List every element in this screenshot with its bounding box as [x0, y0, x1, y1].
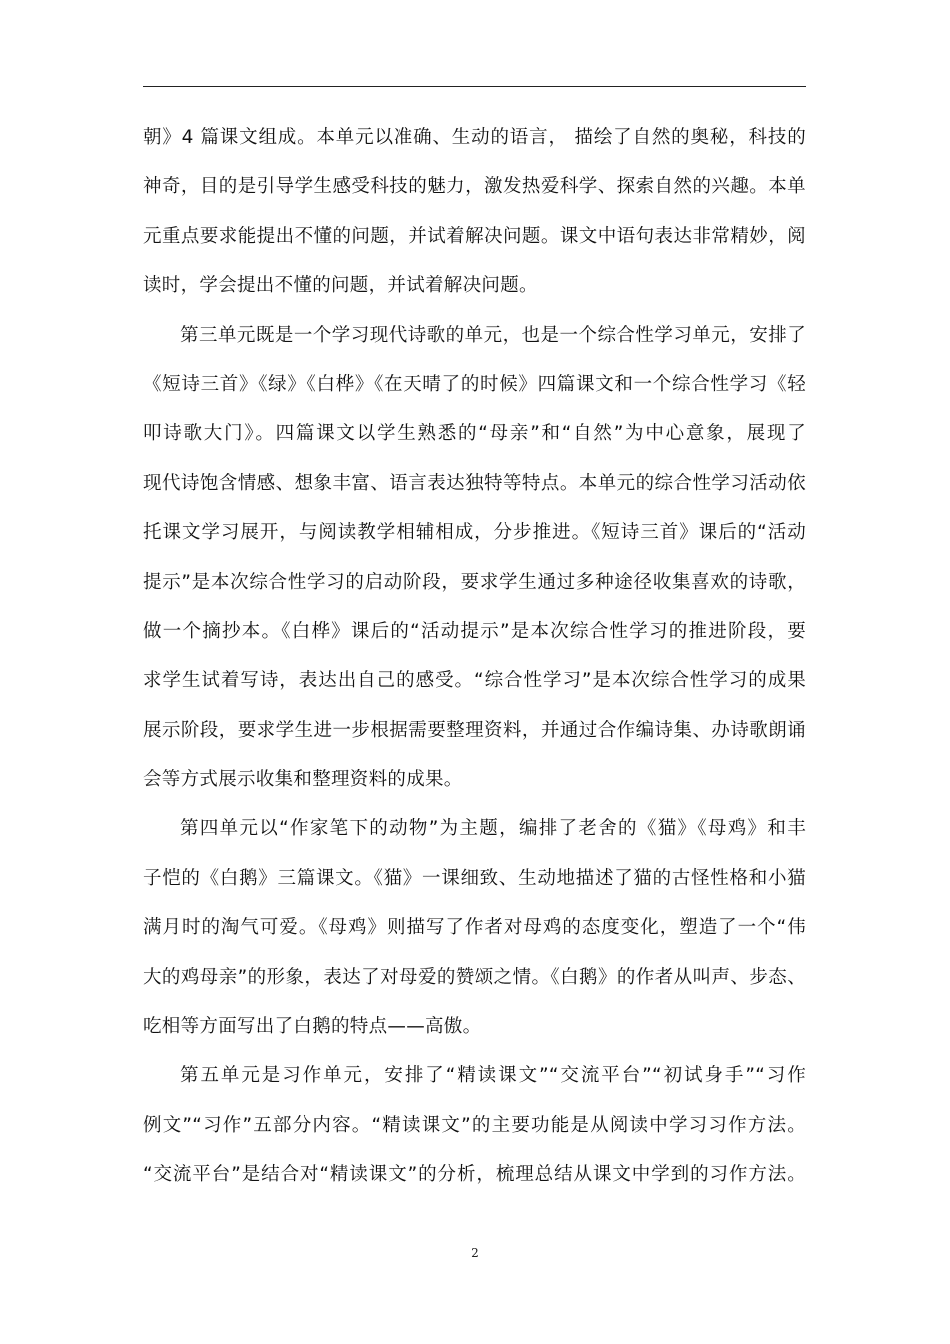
document-body — [143, 113, 806, 1200]
text-line: 第四单元以“作家笔下的动物”为主题，编排了老舍的《猫》《母鸡》和丰 — [180, 818, 806, 840]
text-line: 例文”“习作”五部分内容。“精读课文”的主要功能是从阅读中学习习作方法。 — [143, 1114, 806, 1136]
paragraph-unit-five — [143, 1051, 806, 1199]
text-line: 现代诗饱含情感、想象丰富、语言表达独特等特点。本单元的综合性学习活动依 — [143, 472, 806, 494]
text-line: 做一个摘抄本。《白桦》课后的“活动提示”是本次综合性学习的推进阶段，要 — [143, 620, 806, 642]
text-line: 叩诗歌大门》。四篇课文以学生熟悉的“母亲”和“自然”为中心意象，展现了 — [143, 423, 806, 445]
text-line: 《短诗三首》《绿》《白桦》《在天晴了的时候》四篇课文和一个综合性学习《轻 — [143, 373, 806, 395]
paragraph-unit-two-end — [143, 113, 806, 311]
text-line: 大的鸡母亲”的形象，表达了对母爱的赞颂之情。《白鹅》的作者从叫声、步态、 — [143, 966, 806, 988]
text-line: 会等方式展示收集和整理资料的成果。 — [143, 769, 463, 791]
text-line: 第三单元既是一个学习现代诗歌的单元，也是一个综合性学习单元，安排了 — [180, 324, 806, 346]
text-line: 元重点要求能提出不懂的问题，并试着解决问题。课文中语句表达非常精妙，阅 — [143, 225, 806, 247]
text-line: 满月时的淘气可爱。《母鸡》则描写了作者对母鸡的态度变化，塑造了一个“伟 — [143, 917, 806, 939]
text-line: “交流平台”是结合对“精读课文”的分析，梳理总结从课文中学到的习作方法。 — [143, 1164, 806, 1186]
text-line: 提示”是本次综合性学习的启动阶段，要求学生通过多种途径收集喜欢的诗歌， — [143, 571, 806, 593]
text-line: 读时，学会提出不懂的问题，并试着解决问题。 — [143, 275, 538, 297]
text-line: 子恺的《白鹅》三篇课文。《猫》一课细致、生动地描述了猫的古怪性格和小猫 — [143, 867, 806, 889]
header-divider — [143, 86, 806, 87]
text-line: 托课文学习展开，与阅读教学相辅相成，分步推进。《短诗三首》课后的“活动 — [143, 522, 806, 544]
text-line: 吃相等方面写出了白鹅的特点——高傲。 — [143, 1016, 482, 1038]
text-line: 求学生试着写诗，表达出自己的感受。“综合性学习”是本次综合性学习的成果 — [143, 670, 806, 692]
paragraph-unit-three — [143, 311, 806, 805]
text-line: 朝》4 篇课文组成。本单元以准确、生动的语言， 描绘了自然的奥秘，科技的 — [143, 127, 806, 148]
text-line: 展示阶段，要求学生进一步根据需要整理资料，并通过合作编诗集、办诗歌朗诵 — [143, 719, 806, 741]
text-line: 神奇，目的是引导学生感受科技的魅力，激发热爱科学、探索自然的兴趣。本单 — [143, 176, 806, 198]
paragraph-unit-four — [143, 804, 806, 1051]
text-line: 第五单元是习作单元，安排了“精读课文”“交流平台”“初试身手”“习作 — [180, 1065, 806, 1087]
page-number: 2 — [471, 1246, 479, 1260]
